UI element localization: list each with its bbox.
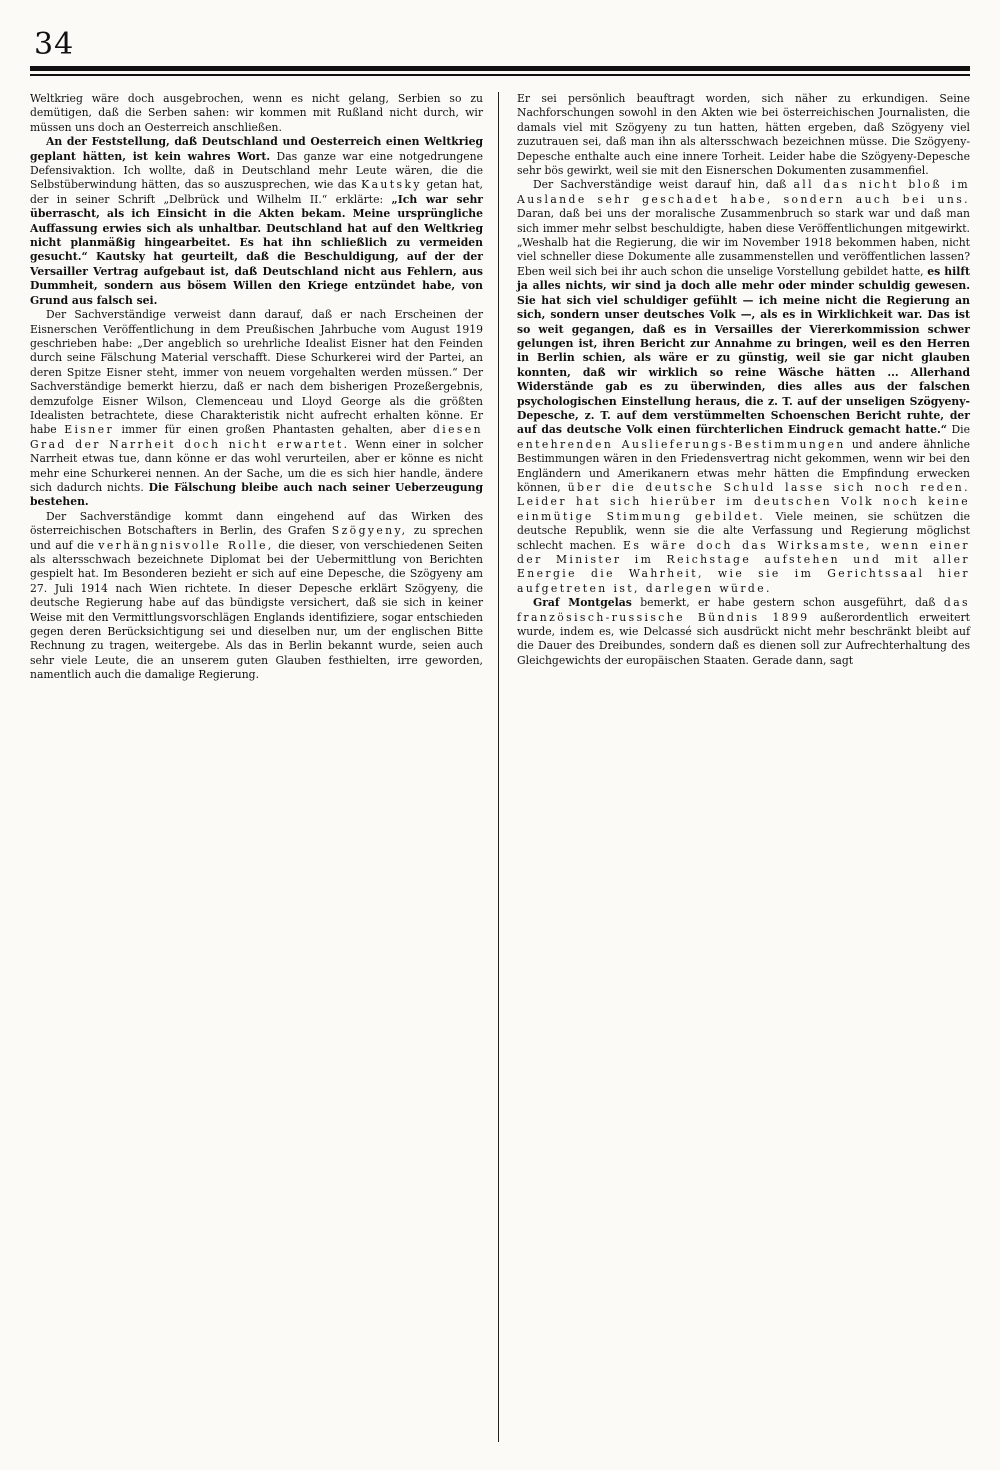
text: und andere ähnliche Bestimmungen wären in den Friedensvertrag nicht gekommen, wenn wir bei den Engländern und Amerikanern etwas mehr hätten die Empfindung erwecken können,	[517, 437, 970, 494]
header-rule-thin	[30, 74, 970, 76]
spaced-text: das französisch-russische Bündnis 1899	[517, 596, 970, 624]
paragraph	[517, 596, 970, 668]
spaced-text: Szögyeny,	[331, 524, 408, 538]
text: bemerkt, er habe gestern schon ausgeführt, daß	[631, 596, 944, 610]
left-column	[30, 92, 483, 1442]
text: immer für einen großen Phantasten gehalten, aber	[114, 423, 433, 437]
text: Er sei persönlich beauftragt worden, sich näher zu erkundigen. Seine Nachforschungen sowohl in den Akten wie bei österreichischen Journalisten, die damals viel mit Szögyeny zu tun hatten, hätten ergeben, daß Szögyeny viel zuzutrauen sei, daß man ihn als altersschwach bezeichnen müsse. Die Szögyeny-Depesche enthalte auch eine innere Torheit. Leider habe die Szögyeny-Depesche sehr bös gewirkt, weil sie mit den Eisnerschen Dokumenten zusammenfiel.	[517, 92, 970, 178]
text: Der Sachverständige kommt dann eingehend auf das Wirken des österreichischen Botschafters in Berlin, des Grafen	[30, 509, 483, 538]
spaced-text: Eisner	[64, 423, 115, 437]
column-divider	[498, 92, 499, 1442]
spaced-text: Kautsky	[361, 178, 422, 192]
text: getan hat, der in seiner Schrift „Delbrück und Wilhelm II.“ erklärte:	[30, 178, 483, 206]
right-column	[517, 92, 970, 1442]
spaced-text: über die deutsche Schuld lasse sich noch reden. Leider hat sich hierüber im deutschen Volk noch keine einmütige Stimmung gebildet.	[517, 480, 970, 523]
bold-text: es hilft ja alles nichts, wir sind ja doch alle mehr oder minder schuldig gewesen. Sie hat sich viel schuldiger gefühlt — ich meine nicht die Regierung an sich, sondern unser deutsches Volk —, als es in Wirklichkeit war. Das ist so weit gegangen, daß es in Versailles der Viererkommission schwer gelungen ist, ihren Bericht zur Annahme zu bringen, weil es den Herren in Berlin schien, als wäre er zu günstig, weil sie gar nicht glauben konnten, daß wir wirklich so reine Wäsche hätten ... Allerhand Widerstände gab es zu überwinden, dies alles aus der falschen psychologischen Einstellung heraus, die z. T. auf der unseligen Szögyeny-Depesche, z. T. auf dem verstümmelten Schoenschen Bericht ruhte, der auf das deutsche Volk einen fürchterlichen Eindruck gemacht hatte.“	[517, 264, 970, 437]
paragraph	[30, 510, 483, 683]
spaced-text: all das nicht bloß im Auslande sehr geschadet habe, sondern auch bei uns.	[517, 178, 971, 206]
paragraph	[30, 92, 483, 135]
text: Daran, daß bei uns der moralische Zusammenbruch so stark war und daß man sich immer mehr selbst beschuldigte, haben diese Veröffentlichungen mitgewirkt. „Weshalb hat die Regierung, die wir im November 1918 bekommen haben, nicht viel schneller diese Dokumente alle zusammenstellen und veröffentlichen lassen? Eben weil sich bei ihr auch schon die unselige Vorstellung gebildet hatte,	[517, 207, 970, 278]
text: Wenn einer in solcher Narrheit etwas tue, dann könne er das wohl verurteilen, aber er könne es nicht mehr eine Schurkerei nennen. An der Sache, um die es sich hier handle, ändere sich dadurch nichts.	[30, 437, 483, 494]
text: Weltkrieg wäre doch ausgebrochen, wenn es nicht gelang, Serbien so zu demütigen, daß die Serben sahen: wir kommen mit Rußland nicht durch, wir müssen uns doch an Oesterreich anschließen.	[30, 92, 483, 134]
text: Das ganze war eine notgedrungene Defensivaktion. Ich wollte, daß in Deutschland mehr Leute wären, die die Selbstüberwindung hätten, das so auszusprechen, wie das	[30, 149, 484, 192]
spaced-text: verhängnisvolle Rolle,	[98, 538, 274, 552]
text: die dieser, von verschiedenen Seiten als altersschwach bezeichnete Diplomat bei der Uebermittlung von Berichten gespielt hat. Im Besonderen bezieht er sich auf eine Depesche, die Szögyeny am 27. Juli 1914 nach Wien richtete. In dieser Depesche erklärt Szögyeny, die deutsche Regierung habe auf das bündigste versichert, daß sie sich in keiner Weise mit den Vermittlungsvorschlägen Englands identifiziere, sogar entschieden gegen deren Berücksichtigung sei und dieselben nur, um der englischen Bitte Rechnung zu tragen, weitergebe. Als das in Berlin bekannt wurde, seien auch sehr viele Leute, die an unserem guten Glauben festhielten, irre geworden, namentlich auch die damalige Regierung.	[30, 538, 483, 682]
paragraph	[30, 135, 483, 308]
spaced-text: entehrenden Auslieferungs-Bestimmungen	[517, 437, 846, 451]
text: Der Sachverständige weist darauf hin, daß	[533, 178, 794, 192]
header-rule-thick	[30, 66, 970, 71]
bold-text: Graf Montgelas	[533, 596, 632, 610]
text: Viele meinen, sie schützen die deutsche Republik, wenn sie die alte Verfassung und Regierung möglichst schlecht machen.	[517, 509, 970, 552]
bold-text: „Ich war sehr überrascht, als ich Einsicht in die Akten bekam. Meine ursprüngliche Auffassung erwies sich als unhaltbar. Deutschland hat auf den Weltkrieg nicht planmäßig hingearbeitet. Es hat ihn schließlich zu vermeiden gesucht.“ Kautsky hat geurteilt, daß die Beschuldigung, auf der der Versailler Vertrag aufgebaut ist, daß Deutschland nicht aus Fehlern, aus Dummheit, sondern aus bösem Willen den Kriege entzündet habe, von Grund aus falsch sei.	[30, 192, 483, 307]
text: Der Sachverständige verweist dann darauf, daß er nach Erscheinen der Eisnerschen Veröffentlichung in dem Preußischen Jahrbuche vom August 1919 geschrieben habe: „Der angeblich so urehrliche Idealist Eisner hat den Feinden durch seine Fälschung Material verschafft. Diese Schurkerei wird der Partei, an deren Spitze Eisner steht, immer von neuem vorgehalten werden müssen.“ Der Sachverständige bemerkt hierzu, daß er nach dem bisherigen Prozeßergebnis, demzufolge Eisner Wilson, Clemenceau und Lloyd George als die größten Idealisten betrachtete, diese Charakteristik nicht aufrecht erhalten könne. Er habe	[30, 308, 483, 437]
bold-text: An der Feststellung, daß Deutschland und Oesterreich einen Weltkrieg geplant hätten, ist kein wahres Wort.	[30, 135, 483, 163]
text: zu sprechen und auf die	[30, 524, 483, 552]
spaced-text: Es wäre doch das Wirksamste, wenn einer der Minister im Reichstage aufstehen und mit aller Energie die Wahrheit, wie sie im Gerichtssaal hier aufgetreten ist, darlegen würde.	[517, 538, 970, 595]
text: außerordentlich erweitert wurde, indem es, wie Delcassé sich ausdrückt nicht mehr beschränkt bleibt auf die Dauer des Dreibundes, sondern daß es dienen soll zur Aufrechterhaltung des Gleichgewichts der europäischen Staaten. Gerade dann, sagt	[517, 610, 970, 667]
paragraph	[30, 308, 483, 510]
text-columns	[30, 92, 970, 1442]
text: Die	[946, 423, 970, 437]
paragraph	[517, 178, 970, 596]
page-number: 34	[34, 27, 75, 62]
paragraph	[517, 92, 970, 178]
bold-text: Die Fälschung bleibe auch nach seiner Ueberzeugung bestehen.	[30, 480, 483, 509]
spaced-text: diesen Grad der Narrheit doch nicht erwartet.	[30, 423, 483, 451]
